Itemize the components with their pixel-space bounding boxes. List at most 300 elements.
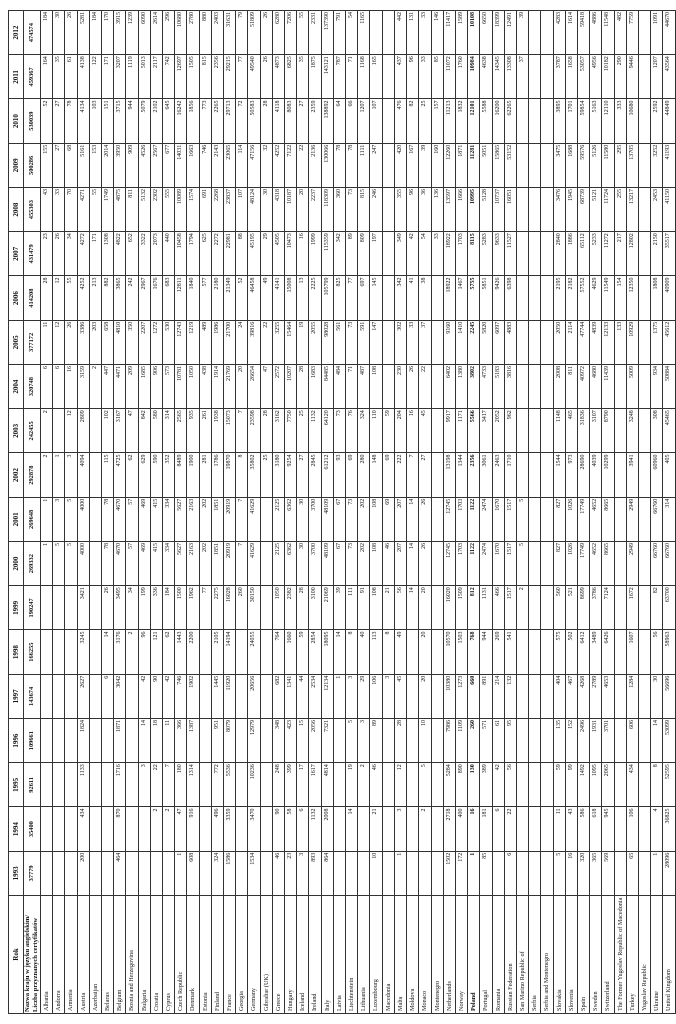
- certificate-count: 476: [394, 99, 406, 143]
- certificate-count: 469: [138, 542, 150, 586]
- certificate-count: 10380: [443, 674, 455, 718]
- certificate-count: 14: [407, 586, 419, 630]
- certificate-count: 2854: [309, 630, 321, 674]
- certificate-count: 12134: [321, 674, 333, 718]
- certificate-count: 47: [175, 807, 187, 851]
- certificate-count: 202: [358, 542, 370, 586]
- certificate-count: 202: [199, 497, 211, 541]
- certificate-count: 56: [651, 630, 663, 674]
- certificate-count: 1308: [102, 232, 114, 276]
- certificate-count: 42: [407, 232, 419, 276]
- certificate-count: [53, 719, 65, 763]
- certificate-count: 207: [394, 542, 406, 586]
- certificate-count: [541, 719, 553, 763]
- certificate-count: 11548: [602, 11, 614, 55]
- table-row: [248, 11, 260, 1014]
- certificate-count: 4680: [590, 365, 602, 409]
- certificate-count: 891: [480, 674, 492, 718]
- certificate-count: [382, 143, 394, 187]
- certificate-count: 440: [163, 232, 175, 276]
- table-row: [297, 11, 309, 1014]
- table-row: [431, 11, 443, 1014]
- certificate-count: [638, 276, 650, 320]
- certificate-count: 26: [65, 11, 77, 55]
- certificate-count: 2008: [321, 807, 333, 851]
- certificate-count: [516, 143, 528, 187]
- certificate-count: 6: [53, 365, 65, 409]
- certificate-count: 78: [346, 143, 358, 187]
- certificate-count: 16: [468, 807, 480, 851]
- certificate-count: 4670: [114, 542, 126, 586]
- certificate-count: 1670: [492, 497, 504, 541]
- certificate-count: 14: [407, 497, 419, 541]
- certificate-count: 360: [333, 188, 345, 232]
- certificate-count: 21700: [224, 320, 236, 364]
- certificate-count: [529, 55, 541, 99]
- certificate-count: 42: [163, 674, 175, 718]
- certificate-count: 4814: [321, 763, 333, 807]
- certificate-count: 73: [346, 188, 358, 232]
- certificate-count: [102, 763, 114, 807]
- certificate-count: 7: [163, 763, 175, 807]
- certificate-count: 45465: [663, 409, 675, 453]
- certificate-count: 36825: [663, 807, 675, 851]
- certificate-count: [53, 409, 65, 453]
- table-row: [187, 11, 199, 1014]
- certificate-count: 20: [297, 188, 309, 232]
- certificate-count: 103: [89, 99, 101, 143]
- certificate-count: [431, 542, 443, 586]
- certificate-count: 5013: [138, 55, 150, 99]
- certificate-count: 2614: [150, 11, 162, 55]
- certificate-count: [431, 320, 443, 364]
- certificate-count: 44849: [663, 99, 675, 143]
- certificate-count: 2: [419, 807, 431, 851]
- certificate-count: 30: [260, 188, 272, 232]
- certificate-count: 11072: [443, 55, 455, 99]
- certificate-count: 1: [41, 497, 53, 541]
- certificate-count: 30150: [248, 586, 260, 630]
- certificate-count: [236, 674, 248, 718]
- certificate-count: 1505: [187, 55, 199, 99]
- certificate-count: 4039: [590, 453, 602, 497]
- certificate-count: 295: [614, 143, 626, 187]
- year-total: 500286: [24, 143, 41, 187]
- certificate-count: 2382: [285, 586, 297, 630]
- year-header: 1995: [9, 763, 24, 807]
- certificate-count: [199, 674, 211, 718]
- certificate-count: 43564: [663, 55, 675, 99]
- certificate-count: 6362: [285, 542, 297, 586]
- certificate-count: 11272: [602, 232, 614, 276]
- certificate-count: [529, 11, 541, 55]
- certificate-count: 27: [297, 453, 309, 497]
- table-row: [309, 11, 321, 1014]
- certificate-count: 29215: [224, 55, 236, 99]
- certificate-count: 4141: [272, 276, 284, 320]
- year-header: 2011: [9, 55, 24, 99]
- certificate-count: 10929: [626, 320, 638, 364]
- country-name: Gibraltar (UK): [260, 896, 272, 1014]
- certificate-count: 4875: [114, 188, 126, 232]
- table-row: [370, 11, 382, 1014]
- certificate-count: 590: [150, 453, 162, 497]
- certificate-count: 2: [89, 365, 101, 409]
- certificate-count: 4138: [77, 55, 89, 99]
- certificate-count: 21: [382, 586, 394, 630]
- certificate-count: 1171: [455, 409, 467, 453]
- certificate-count: 203: [89, 320, 101, 364]
- certificate-count: 3107: [590, 409, 602, 453]
- certificate-count: 26: [53, 232, 65, 276]
- certificate-count: [65, 674, 77, 718]
- certificate-count: 53152: [504, 143, 516, 187]
- certificate-count: 91: [358, 586, 370, 630]
- certificate-count: 31631: [224, 11, 236, 55]
- certificate-count: 2050: [553, 320, 565, 364]
- certificate-count: [541, 586, 553, 630]
- certificate-count: [541, 807, 553, 851]
- certificate-count: [638, 851, 650, 895]
- certificate-count: 57: [126, 497, 138, 541]
- certificate-count: 772: [211, 763, 223, 807]
- certificate-count: 7: [407, 453, 419, 497]
- certificate-count: 5566: [468, 409, 480, 453]
- certificate-count: 5233: [590, 232, 602, 276]
- certificate-count: [138, 851, 150, 895]
- certificate-count: 180: [175, 763, 187, 807]
- table-row: [516, 11, 528, 1014]
- certificate-count: 146: [431, 11, 443, 55]
- certificate-count: [89, 851, 101, 895]
- year-header: 1998: [9, 630, 24, 674]
- certificate-count: 442: [394, 11, 406, 55]
- table-row: [102, 11, 114, 1014]
- certificate-count: 350: [126, 320, 138, 364]
- country-name: Serbia and Montenegro: [541, 896, 553, 1014]
- certificate-count: [431, 365, 443, 409]
- certificate-count: 5: [516, 542, 528, 586]
- certificate-count: 1534: [248, 851, 260, 895]
- certificate-count: 13: [297, 276, 309, 320]
- table-row: [577, 11, 589, 1014]
- certificate-count: 147: [370, 320, 382, 364]
- certificate-count: [431, 497, 443, 541]
- certificate-count: 68739: [577, 188, 589, 232]
- certificate-count: 3: [138, 763, 150, 807]
- certificate-count: 113: [370, 630, 382, 674]
- certificate-count: 165: [370, 55, 382, 99]
- table-row: [529, 11, 541, 1014]
- table-row: [419, 11, 431, 1014]
- certificate-count: 49: [260, 276, 272, 320]
- certificate-count: 95: [504, 719, 516, 763]
- certificate-count: [529, 99, 541, 143]
- certificate-count: 65112: [577, 232, 589, 276]
- certificate-count: [431, 807, 443, 851]
- certificate-count: 152: [565, 719, 577, 763]
- certificate-count: [89, 807, 101, 851]
- certificate-count: 133: [614, 320, 626, 364]
- certificate-count: 18922: [443, 276, 455, 320]
- certificate-count: 79: [236, 11, 248, 55]
- certificate-count: 423: [285, 719, 297, 763]
- certificate-count: 652: [126, 232, 138, 276]
- table-row: [77, 11, 89, 1014]
- certificate-count: 44: [297, 674, 309, 718]
- certificate-count: 8: [346, 630, 358, 674]
- certificate-count: 787: [333, 55, 345, 99]
- certificate-count: 1273: [455, 674, 467, 718]
- certificate-count: 5755: [468, 276, 480, 320]
- certificate-count: 660: [468, 674, 480, 718]
- certificate-count: 42: [138, 674, 150, 718]
- certificate-count: 4272: [77, 232, 89, 276]
- certificate-count: 14: [407, 542, 419, 586]
- certificate-count: 4883: [504, 320, 516, 364]
- certificate-count: 1945: [565, 188, 577, 232]
- certificate-count: [638, 143, 650, 187]
- certificate-count: 4886: [590, 11, 602, 55]
- certificate-count: 5627: [175, 497, 187, 541]
- certificate-count: 16: [65, 365, 77, 409]
- year-header: 2007: [9, 232, 24, 276]
- certificate-count: 1119: [126, 55, 138, 99]
- certificate-count: [431, 674, 443, 718]
- certificate-count: 521: [565, 586, 577, 630]
- certificate-count: 15008: [285, 276, 297, 320]
- certificate-count: 55: [89, 188, 101, 232]
- certificate-count: 809: [358, 232, 370, 276]
- certificate-count: 12743: [175, 320, 187, 364]
- certificate-count: 1589: [455, 11, 467, 55]
- certificate-count: 35517: [663, 232, 675, 276]
- certificate-count: 24055: [248, 630, 260, 674]
- certificate-count: 7122: [285, 143, 297, 187]
- certificate-count: 11527: [504, 232, 516, 276]
- certificate-count: 11: [553, 807, 565, 851]
- certificate-count: [638, 188, 650, 232]
- certificate-count: 28: [41, 276, 53, 320]
- year-total: 474574: [24, 11, 41, 55]
- certificate-count: 415: [150, 497, 162, 541]
- certificate-count: 827: [553, 542, 565, 586]
- certificate-count: 2: [126, 630, 138, 674]
- certificate-count: 815: [199, 55, 211, 99]
- country-name: France: [224, 896, 236, 1014]
- certificate-count: 21349: [224, 276, 236, 320]
- certificate-count: [541, 232, 553, 276]
- certificate-count: 4471: [114, 365, 126, 409]
- certificate-count: [516, 807, 528, 851]
- certificate-count: 49: [394, 630, 406, 674]
- certificate-count: 30: [651, 674, 663, 718]
- certificate-count: 10737: [492, 188, 504, 232]
- certificate-count: 5820: [480, 320, 492, 364]
- certificate-count: 172: [455, 851, 467, 895]
- certificate-count: [541, 763, 553, 807]
- certificate-count: 962: [504, 409, 516, 453]
- certificate-count: 1133: [77, 763, 89, 807]
- certificate-count: 18095: [321, 630, 333, 674]
- certificate-count: 5627: [175, 542, 187, 586]
- certificate-count: 72: [236, 99, 248, 143]
- certificate-count: [382, 763, 394, 807]
- certificate-count: 1111: [358, 143, 370, 187]
- certificate-count: 26: [407, 365, 419, 409]
- certificate-count: 2: [41, 453, 53, 497]
- certificate-count: 7986: [443, 719, 455, 763]
- certificate-count: 1: [394, 851, 406, 895]
- certificate-count: [541, 851, 553, 895]
- certificate-count: 764: [272, 630, 284, 674]
- certificate-count: 114: [236, 143, 248, 187]
- certificate-count: 1794: [187, 232, 199, 276]
- certificate-count: 24: [236, 320, 248, 364]
- certificate-count: 15464: [285, 320, 297, 364]
- certificate-count: 40: [358, 630, 370, 674]
- certificate-count: 1688: [565, 143, 577, 187]
- certificate-count: [541, 542, 553, 586]
- certificate-count: 2474: [480, 542, 492, 586]
- certificate-count: 2073: [150, 232, 162, 276]
- certificate-count: [638, 409, 650, 453]
- certificate-count: 184: [89, 11, 101, 55]
- certificate-count: [407, 630, 419, 674]
- certificate-count: 334: [163, 497, 175, 541]
- certificate-count: 577: [199, 276, 211, 320]
- certificate-count: [431, 851, 443, 895]
- certificate-count: 336: [150, 586, 162, 630]
- certificate-count: 3470: [248, 807, 260, 851]
- certificate-count: 184: [41, 11, 53, 55]
- certificate-count: 17749: [577, 497, 589, 541]
- certificate-count: [541, 276, 553, 320]
- certificate-count: [529, 453, 541, 497]
- certificate-count: 132: [504, 674, 516, 718]
- certificate-count: 2: [358, 763, 370, 807]
- country-name: Poland: [468, 896, 480, 1014]
- certificate-count: 11920: [224, 674, 236, 718]
- certificate-count: 47744: [577, 320, 589, 364]
- certificate-count: 20: [419, 630, 431, 674]
- certificate-count: [370, 11, 382, 55]
- certificate-count: 1026: [565, 542, 577, 586]
- certificate-count: 2136: [309, 143, 321, 187]
- certificate-count: 60960: [651, 453, 663, 497]
- certificate-count: 3787: [553, 55, 565, 99]
- certificate-count: 3701: [602, 719, 614, 763]
- certificate-count: 30: [297, 542, 309, 586]
- certificate-count: 746: [199, 143, 211, 187]
- certificate-count: 13217: [626, 188, 638, 232]
- certificate-count: 5: [553, 851, 565, 895]
- certificate-count: [614, 409, 626, 453]
- certificate-count: 2225: [309, 276, 321, 320]
- certificate-count: 22: [150, 763, 162, 807]
- certificate-count: 400: [455, 807, 467, 851]
- certificate-count: 108: [370, 497, 382, 541]
- certificate-count: 1703: [455, 542, 467, 586]
- certificate-count: 171: [89, 232, 101, 276]
- certificate-count: [614, 630, 626, 674]
- certificate-count: 944: [126, 99, 138, 143]
- country-name: Luxembourg: [370, 896, 382, 1014]
- certificate-count: 342: [333, 232, 345, 276]
- certificate-count: 11281: [468, 143, 480, 187]
- country-name: Portugal: [480, 896, 492, 1014]
- certificate-count: 1840: [187, 276, 199, 320]
- certificate-count: 11724: [602, 188, 614, 232]
- certificate-count: 2: [41, 409, 53, 453]
- year-total: 414208: [24, 276, 41, 320]
- year-total: 190247: [24, 586, 41, 630]
- table-row: [65, 11, 77, 1014]
- certificate-count: 1109: [455, 719, 467, 763]
- certificate-count: 78: [333, 143, 345, 187]
- certificate-count: 1914: [211, 365, 223, 409]
- certificate-count: 61: [65, 55, 77, 99]
- certificate-count: 66: [346, 99, 358, 143]
- certificate-count: [382, 807, 394, 851]
- certificate-count: 137390: [321, 11, 333, 55]
- certificate-count: 202: [199, 542, 211, 586]
- certificate-count: 89: [346, 232, 358, 276]
- certificate-count: 10299: [602, 453, 614, 497]
- certificate-count: 41193: [663, 143, 675, 187]
- certificate-count: 1832: [455, 99, 467, 143]
- certificate-count: 1375: [651, 320, 663, 364]
- certificate-count: 197: [370, 232, 382, 276]
- certificate-count: 14: [346, 807, 358, 851]
- certificate-count: 4318: [272, 188, 284, 232]
- certificate-count: 569: [602, 851, 614, 895]
- certificate-count: 20919: [224, 497, 236, 541]
- year-header: 2003: [9, 409, 24, 453]
- certificate-count: 55: [65, 276, 77, 320]
- certificate-count: 1272: [150, 320, 162, 364]
- certificate-count: 62: [126, 453, 138, 497]
- certificate-count: 3: [394, 807, 406, 851]
- certificate-count: 324: [358, 409, 370, 453]
- certificate-count: 1875: [309, 55, 321, 99]
- certificate-count: 5: [419, 763, 431, 807]
- certificate-count: 12: [394, 763, 406, 807]
- certificate-count: 130066: [321, 143, 333, 187]
- certificate-count: [529, 763, 541, 807]
- certificate-count: 469: [138, 497, 150, 541]
- certificate-count: 12133: [602, 320, 614, 364]
- certificate-count: 1614: [565, 11, 577, 55]
- certificate-count: 255: [614, 188, 626, 232]
- certificate-count: 11213: [443, 99, 455, 143]
- certificate-count: 10182: [602, 55, 614, 99]
- certificate-count: 145: [370, 276, 382, 320]
- certificate-count: [53, 763, 65, 807]
- certificate-count: 68: [65, 143, 77, 187]
- certificate-count: 399: [285, 763, 297, 807]
- certificate-count: 96: [407, 188, 419, 232]
- certificate-count: 106: [626, 807, 638, 851]
- certificate-count: 2809: [77, 409, 89, 453]
- certificate-count: 78: [102, 542, 114, 586]
- certificate-count: 2163: [187, 542, 199, 586]
- certificate-count: 22: [504, 807, 516, 851]
- certificate-count: 41150: [663, 188, 675, 232]
- year-header: 1997: [9, 674, 24, 718]
- certificate-count: 2949: [626, 542, 638, 586]
- certificate-count: 682: [272, 674, 284, 718]
